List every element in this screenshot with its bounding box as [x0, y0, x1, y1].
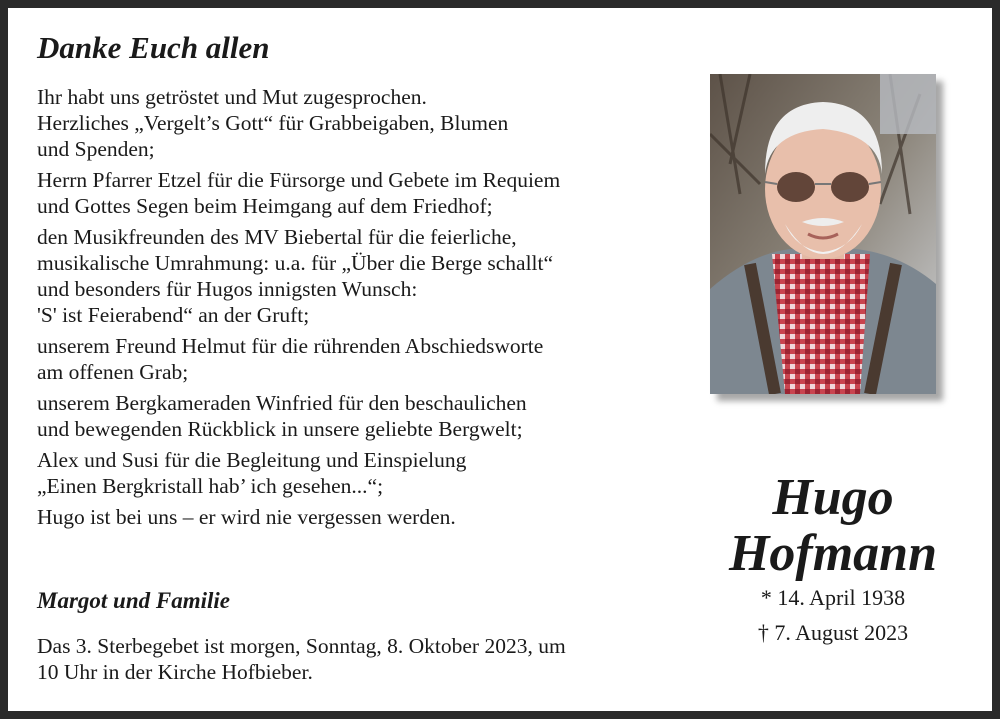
text-line: am offenen Grab;	[37, 360, 189, 384]
birth-date: * 14. April 1938	[760, 585, 906, 610]
prayer-notice	[37, 633, 677, 685]
portrait-photo	[710, 74, 936, 394]
paragraph	[37, 390, 677, 442]
text-line: unserem Bergkameraden Winfried für den beschaulichen	[37, 391, 527, 415]
paragraph	[37, 447, 677, 499]
text-line: 10 Uhr in der Kirche Hofbieber.	[37, 660, 313, 684]
paragraph	[37, 504, 677, 530]
text-line: Hugo ist bei uns – er wird nie vergessen werden.	[37, 505, 456, 529]
text-line: und bewegenden Rückblick in unsere geliebte Bergwelt;	[37, 417, 523, 441]
paragraph	[37, 224, 677, 328]
deceased-first-name: Hugo	[772, 469, 894, 526]
deceased-last-name: Hofmann	[728, 525, 938, 582]
text-line: den Musikfreunden des MV Biebertal für die feierliche,	[37, 225, 517, 249]
text-line: musikalische Umrahmung: u.a. für „Über die Berge schallt“	[37, 251, 554, 275]
text-line: Ihr habt uns getröstet und Mut zugesprochen.	[37, 85, 427, 109]
text-line: Herrn Pfarrer Etzel für die Fürsorge und Gebete im Requiem	[37, 168, 561, 192]
text-line: und besonders für Hugos innigsten Wunsch:	[37, 277, 418, 301]
text-line: und Spenden;	[37, 137, 155, 161]
obituary-card	[8, 8, 992, 711]
signature: Margot und Familie	[37, 588, 230, 613]
death-date: † 7. August 2023	[757, 620, 909, 645]
paragraph	[37, 167, 677, 219]
paragraph	[37, 333, 677, 385]
text-line: unserem Freund Helmut für die rührenden Abschiedsworte	[37, 334, 544, 358]
heading: Danke Euch allen	[37, 30, 270, 65]
text-line: und Gottes Segen beim Heimgang auf dem Friedhof;	[37, 194, 493, 218]
text-line: 'S' ist Feierabend“ an der Gruft;	[37, 303, 310, 327]
paragraph	[37, 84, 677, 162]
text-line: Das 3. Sterbegebet ist morgen, Sonntag, 8. Oktober 2023, um	[37, 634, 566, 658]
text-line: Herzliches „Vergelt’s Gott“ für Grabbeigaben, Blumen	[37, 111, 509, 135]
text-line: „Einen Bergkristall hab’ ich gesehen...“;	[37, 474, 384, 498]
portrait-photo-icon	[710, 74, 936, 394]
text-line: Alex und Susi für die Begleitung und Einspielung	[37, 448, 467, 472]
thanks-text	[37, 84, 677, 535]
